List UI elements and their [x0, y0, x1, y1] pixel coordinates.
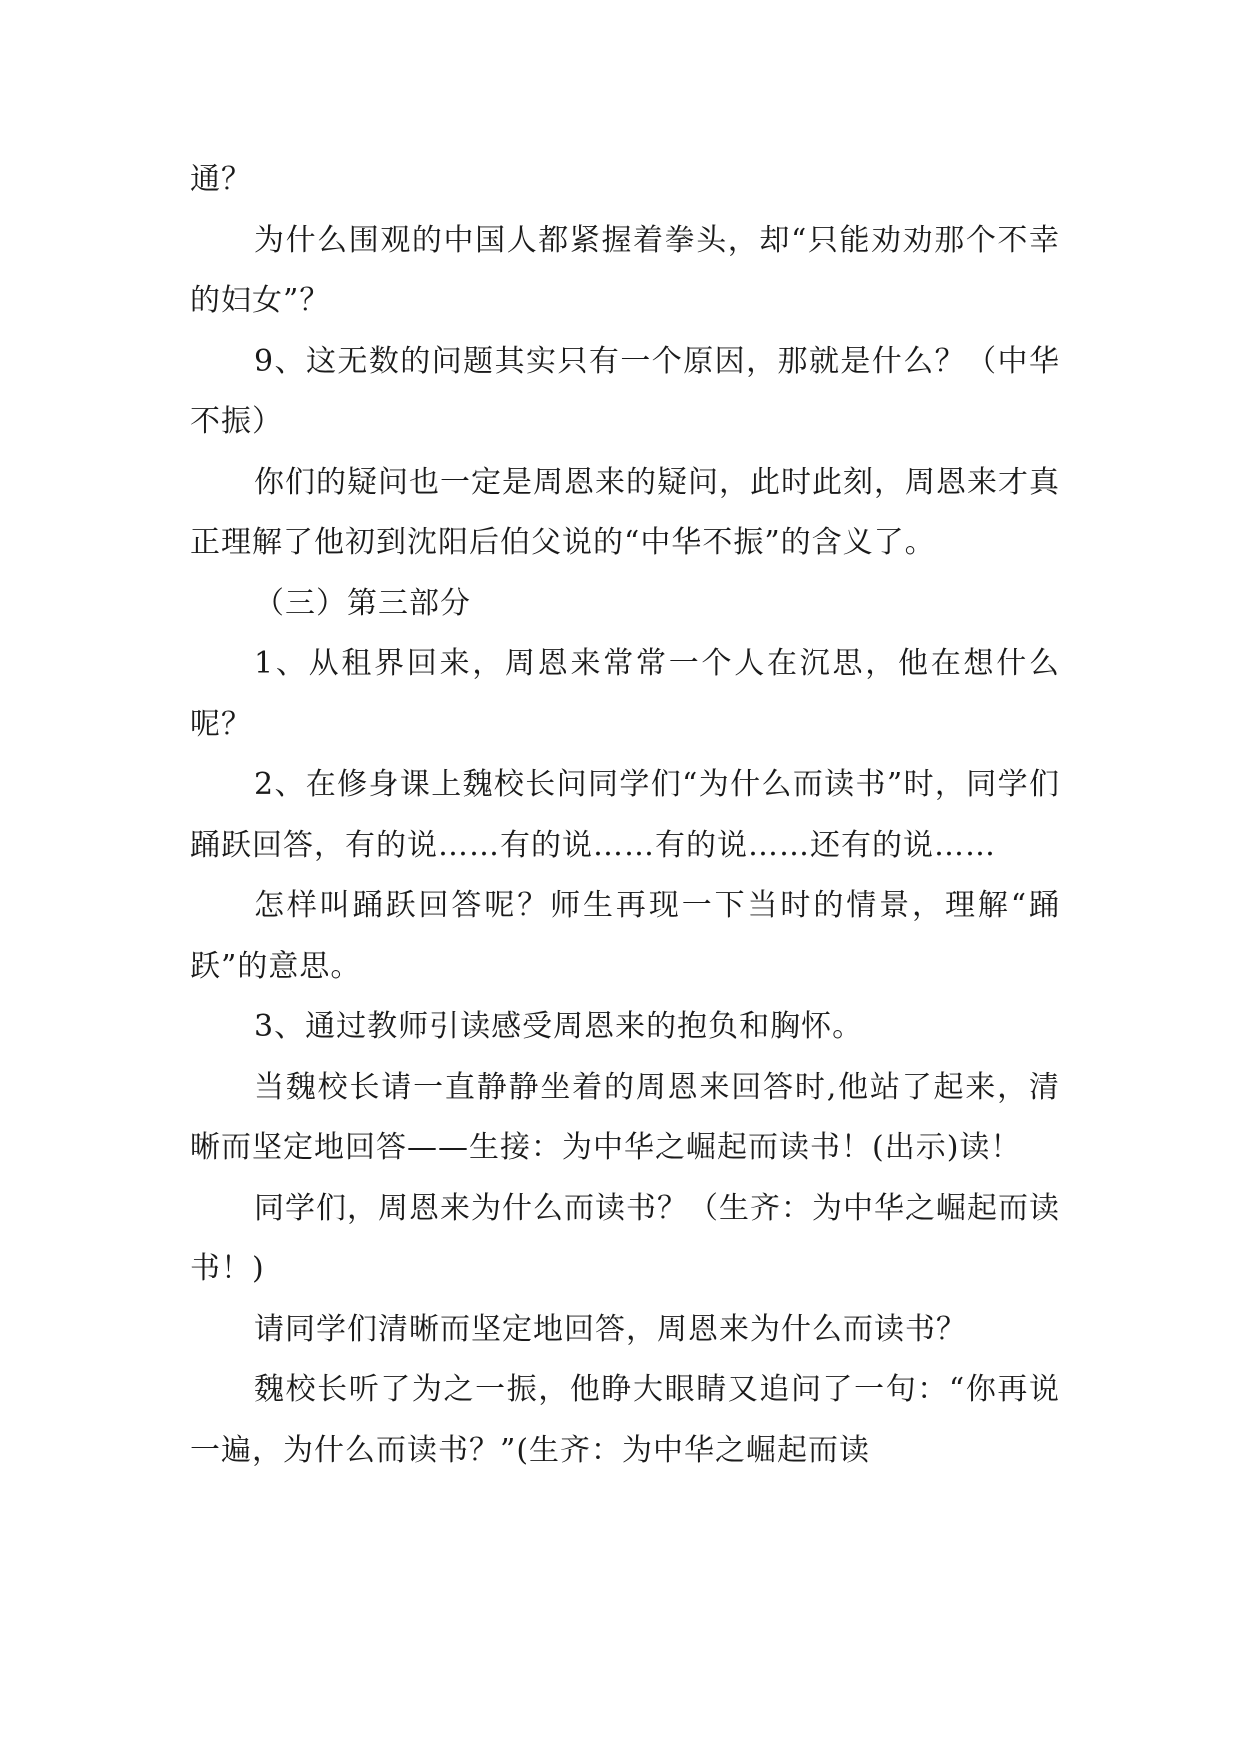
- section-heading: （三）第三部分: [254, 585, 471, 621]
- paragraph: 2、在修身课上魏校长问同学们“为什么而读书”时，同学们踊跃回答，有的说……有的说……有的说……还有的说……: [190, 767, 1060, 863]
- paragraph: 同学们，周恩来为什么而读书？（生齐：为中华之崛起而读书！): [190, 1190, 1060, 1286]
- paragraph: 你们的疑问也一定是周恩来的疑问，此时此刻，周恩来才真正理解了他初到沈阳后伯父说的“中华不振”的含义了。: [190, 464, 1060, 560]
- paragraph: 为什么围观的中国人都紧握着拳头，却“只能劝劝那个不幸的妇女”？: [190, 222, 1060, 318]
- paragraph: 1、从租界回来，周恩来常常一个人在沉思，他在想什么呢？: [190, 646, 1060, 742]
- paragraph: 怎样叫踊跃回答呢？师生再现一下当时的情景，理解“踊跃”的意思。: [190, 888, 1060, 984]
- paragraph: 通？: [190, 162, 252, 197]
- document-body: [190, 150, 1060, 1481]
- paragraph: 请同学们清晰而坚定地回答，周恩来为什么而读书？: [254, 1311, 967, 1347]
- paragraph: 3、通过教师引读感受周恩来的抱负和胸怀。: [254, 1009, 864, 1044]
- paragraph: 9、这无数的问题其实只有一个原因，那就是什么？（中华不振）: [190, 343, 1060, 439]
- paragraph: 当魏校长请一直静静坐着的周恩来回答时,他站了起来，清晰而坚定地回答——生接：为中华之崛起而读书！(出示)读！: [190, 1069, 1060, 1165]
- paragraph: 魏校长听了为之一振，他睁大眼睛又追问了一句：“你再说一遍，为什么而读书？”(生齐：为中华之崛起而读: [190, 1372, 1060, 1468]
